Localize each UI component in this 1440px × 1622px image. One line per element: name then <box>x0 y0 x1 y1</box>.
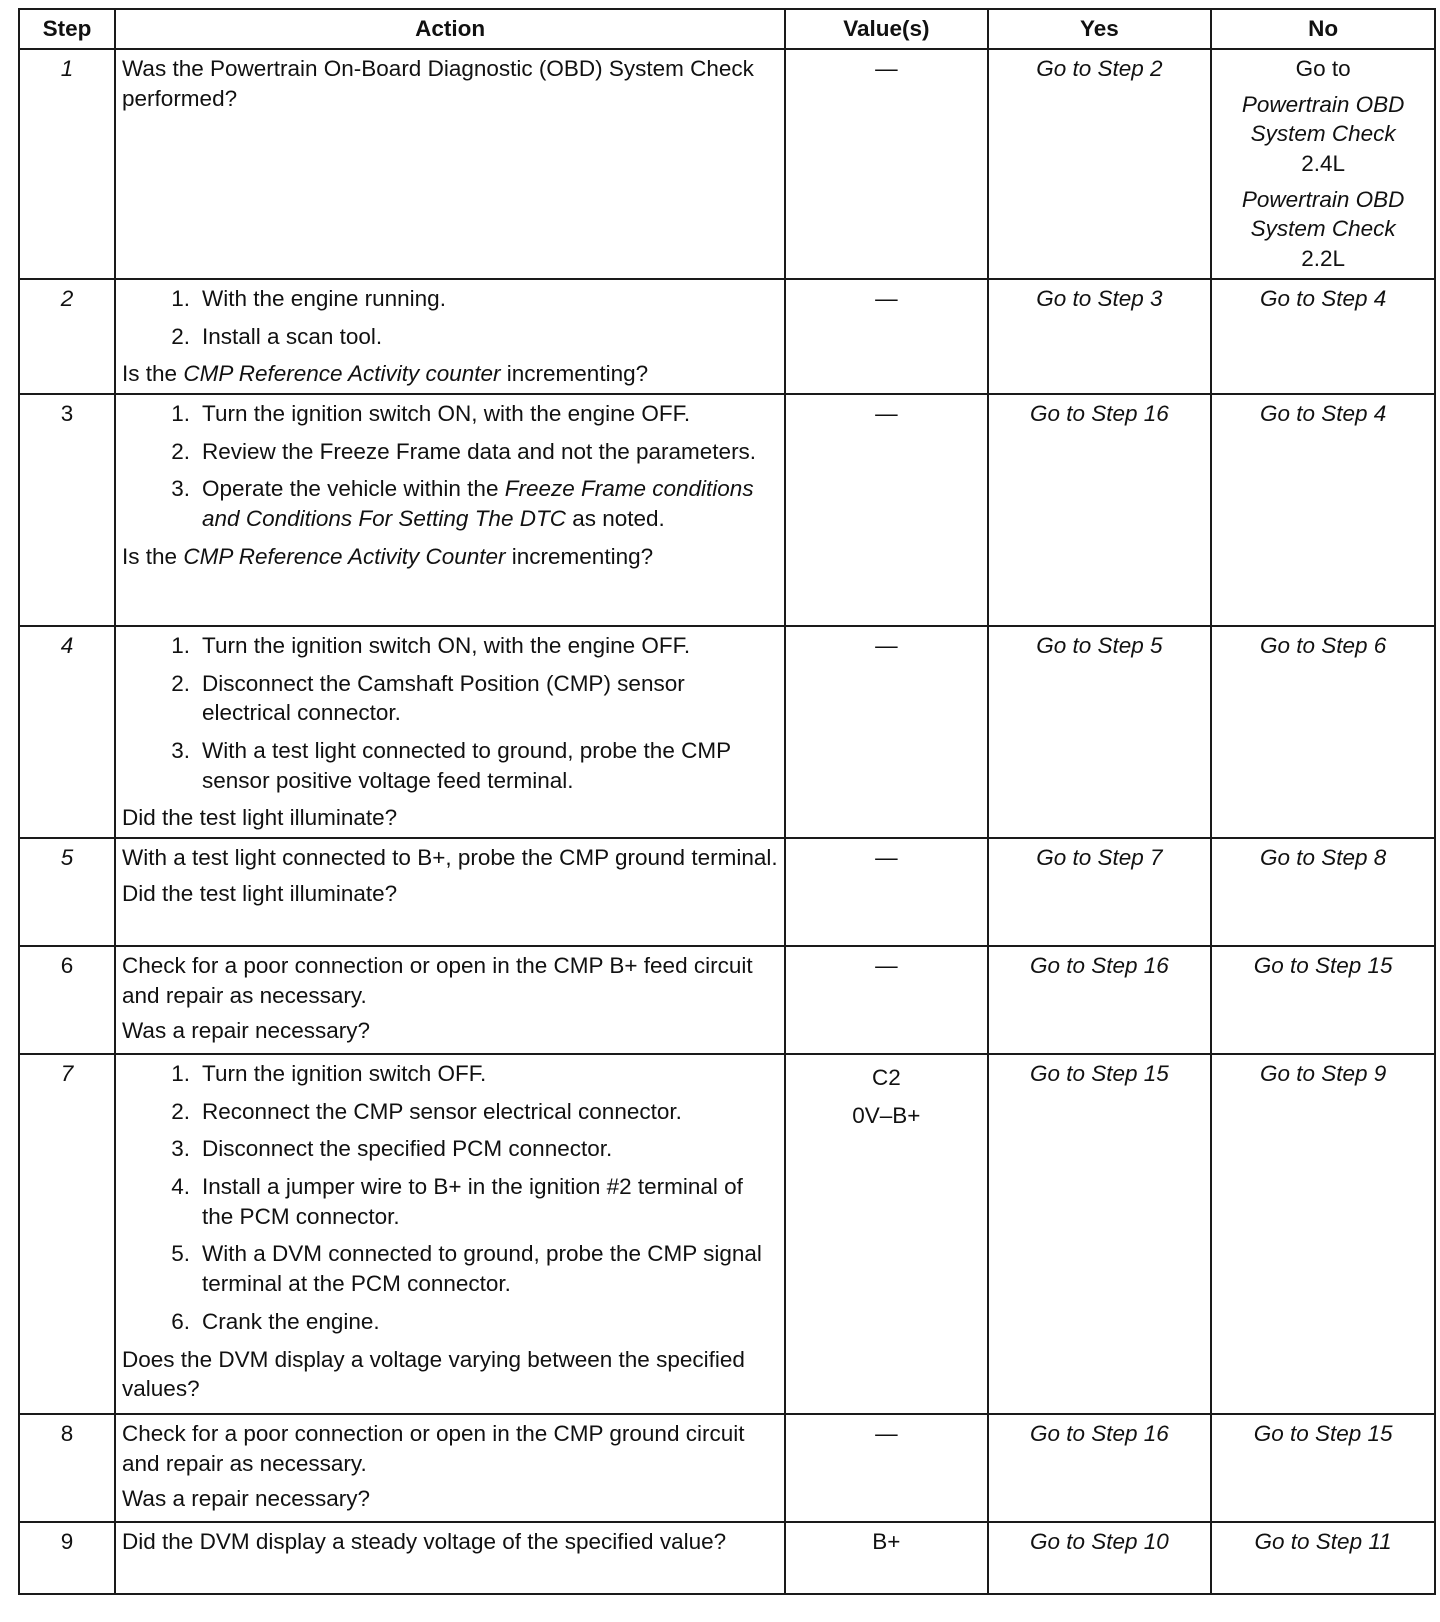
value-connector: C2 <box>871 1065 901 1090</box>
step-number: 4 <box>19 626 115 838</box>
action-item: 3. Disconnect the specified PCM connector. <box>171 1136 613 1162</box>
action-list <box>122 631 778 795</box>
step-row-9 <box>19 1522 1435 1594</box>
diagnostic-table <box>18 8 1436 1595</box>
action-item: 2. Review the Freeze Frame data and not the parameters. <box>171 438 757 464</box>
step-row-5 <box>19 838 1435 946</box>
header-row <box>19 9 1435 49</box>
action-item: 1. With the engine running. <box>171 285 446 311</box>
step-number: 9 <box>19 1522 115 1594</box>
step-action <box>115 626 785 838</box>
action-list <box>122 284 778 351</box>
step-row-6 <box>19 946 1435 1054</box>
step-value: — <box>785 394 987 626</box>
header-step: Step <box>19 9 115 49</box>
step-question: Was a repair necessary? <box>122 1018 371 1044</box>
obd-link-line1: Powertrain OBD <box>1241 91 1405 117</box>
action-list <box>122 399 778 534</box>
step-action <box>115 1054 785 1414</box>
header-yes: Yes <box>988 9 1212 49</box>
no-link[interactable]: Go to Step 4 <box>1211 394 1435 626</box>
step-value: — <box>785 838 987 946</box>
action-item: 6. Crank the engine. <box>171 1308 380 1334</box>
step-value: — <box>785 279 987 394</box>
header-values: Value(s) <box>785 9 987 49</box>
no-link[interactable]: Go to Step 11 <box>1211 1522 1435 1594</box>
step-number: 7 <box>19 1054 115 1414</box>
step-action <box>115 49 785 279</box>
step-action <box>115 1522 785 1594</box>
action-item: 1. Turn the ignition switch ON, with the engine OFF. <box>171 400 691 426</box>
step-action <box>115 946 785 1054</box>
step-row-3 <box>19 394 1435 626</box>
step-number: 8 <box>19 1414 115 1522</box>
step-value: — <box>785 49 987 279</box>
no-cell <box>1211 49 1435 279</box>
obd-link-line2: System Check <box>1250 216 1396 242</box>
action-item: 1. Turn the ignition switch OFF. <box>171 1061 487 1086</box>
no-link[interactable]: Go to Step 9 <box>1211 1054 1435 1414</box>
obd-link-line1: Powertrain OBD <box>1241 186 1405 212</box>
yes-link[interactable]: Go to Step 10 <box>988 1522 1212 1594</box>
yes-link[interactable]: Go to Step 16 <box>988 394 1212 626</box>
step-action <box>115 1414 785 1522</box>
step-statement: Check for a poor connection or open in the CMP B+ feed circuit and repair as necessary. <box>122 953 753 1008</box>
no-link[interactable]: Go to Step 15 <box>1211 1414 1435 1522</box>
step-statement: With a test light connected to B+, probe the CMP ground terminal. <box>122 845 778 870</box>
no-link[interactable]: Go to Step 6 <box>1211 626 1435 838</box>
action-item: 2. Disconnect the Camshaft Position (CMP) sensor electrical connector. <box>171 670 685 726</box>
no-link[interactable]: Go to Step 15 <box>1211 946 1435 1054</box>
yes-link[interactable]: Go to Step 5 <box>988 626 1212 838</box>
step-question: Is the CMP Reference Activity counter incrementing? <box>122 361 649 387</box>
header-action: Action <box>115 9 785 49</box>
yes-link[interactable]: Go to Step 3 <box>988 279 1212 394</box>
step-row-2 <box>19 279 1435 394</box>
step-number: 1 <box>19 49 115 279</box>
step-value <box>785 1054 987 1414</box>
step-row-4 <box>19 626 1435 838</box>
step-row-1 <box>19 49 1435 279</box>
action-item: 3. With a test light connected to ground, probe the CMP sensor positive voltage feed terminal. <box>171 737 731 793</box>
header-no: No <box>1211 9 1435 49</box>
step-number: 3 <box>19 394 115 626</box>
step-action <box>115 279 785 394</box>
step-value: — <box>785 946 987 1054</box>
step-question: Did the DVM display a steady voltage of the specified value? <box>122 1529 727 1554</box>
step-action <box>115 394 785 626</box>
obd-link-line2: System Check <box>1250 121 1396 147</box>
action-list <box>122 1059 778 1337</box>
step-question: Was the Powertrain On-Board Diagnostic (OBD) System Check performed? <box>122 56 754 111</box>
action-item: 4. Install a jumper wire to B+ in the ignition #2 terminal of the PCM connector. <box>171 1174 743 1229</box>
obd-link-variant: 2.4L <box>1301 151 1346 177</box>
step-action <box>115 838 785 946</box>
no-intro: Go to <box>1295 56 1351 81</box>
step-question: Did the test light illuminate? <box>122 880 398 906</box>
yes-link[interactable]: Go to Step 16 <box>988 1414 1212 1522</box>
step-question: Was a repair necessary? <box>122 1486 371 1512</box>
step-number: 5 <box>19 838 115 946</box>
action-item: 5. With a DVM connected to ground, probe the CMP signal terminal at the PCM connector. <box>171 1241 762 1297</box>
obd-check-link-22[interactable] <box>1218 185 1428 274</box>
step-question: Does the DVM display a voltage varying between the specified values? <box>122 1346 745 1402</box>
yes-link[interactable]: Go to Step 15 <box>988 1054 1212 1414</box>
yes-link[interactable]: Go to Step 7 <box>988 838 1212 946</box>
yes-link[interactable]: Go to Step 16 <box>988 946 1212 1054</box>
step-question: Is the CMP Reference Activity Counter incrementing? <box>122 543 654 569</box>
step-value: B+ <box>785 1522 987 1594</box>
action-item: 2. Reconnect the CMP sensor electrical connector. <box>171 1098 682 1124</box>
step-question: Did the test light illuminate? <box>122 805 398 831</box>
step-row-7 <box>19 1054 1435 1414</box>
step-row-8 <box>19 1414 1435 1522</box>
value-range: 0V–B+ <box>852 1103 921 1129</box>
step-statement: Check for a poor connection or open in the CMP ground circuit and repair as necessary. <box>122 1421 745 1476</box>
no-link[interactable]: Go to Step 4 <box>1211 279 1435 394</box>
step-value: — <box>785 626 987 838</box>
obd-link-variant: 2.2L <box>1301 246 1346 272</box>
step-number: 6 <box>19 946 115 1054</box>
step-value: — <box>785 1414 987 1522</box>
action-item: 1. Turn the ignition switch ON, with the engine OFF. <box>171 632 691 658</box>
yes-link[interactable]: Go to Step 2 <box>988 49 1212 279</box>
step-number: 2 <box>19 279 115 394</box>
action-item: 2. Install a scan tool. <box>171 323 383 349</box>
action-item: 3. Operate the vehicle within the Freeze Frame conditions and Conditions For Setting The DTC as noted. <box>171 476 754 531</box>
obd-check-link-24[interactable] <box>1218 90 1428 179</box>
no-link[interactable]: Go to Step 8 <box>1211 838 1435 946</box>
